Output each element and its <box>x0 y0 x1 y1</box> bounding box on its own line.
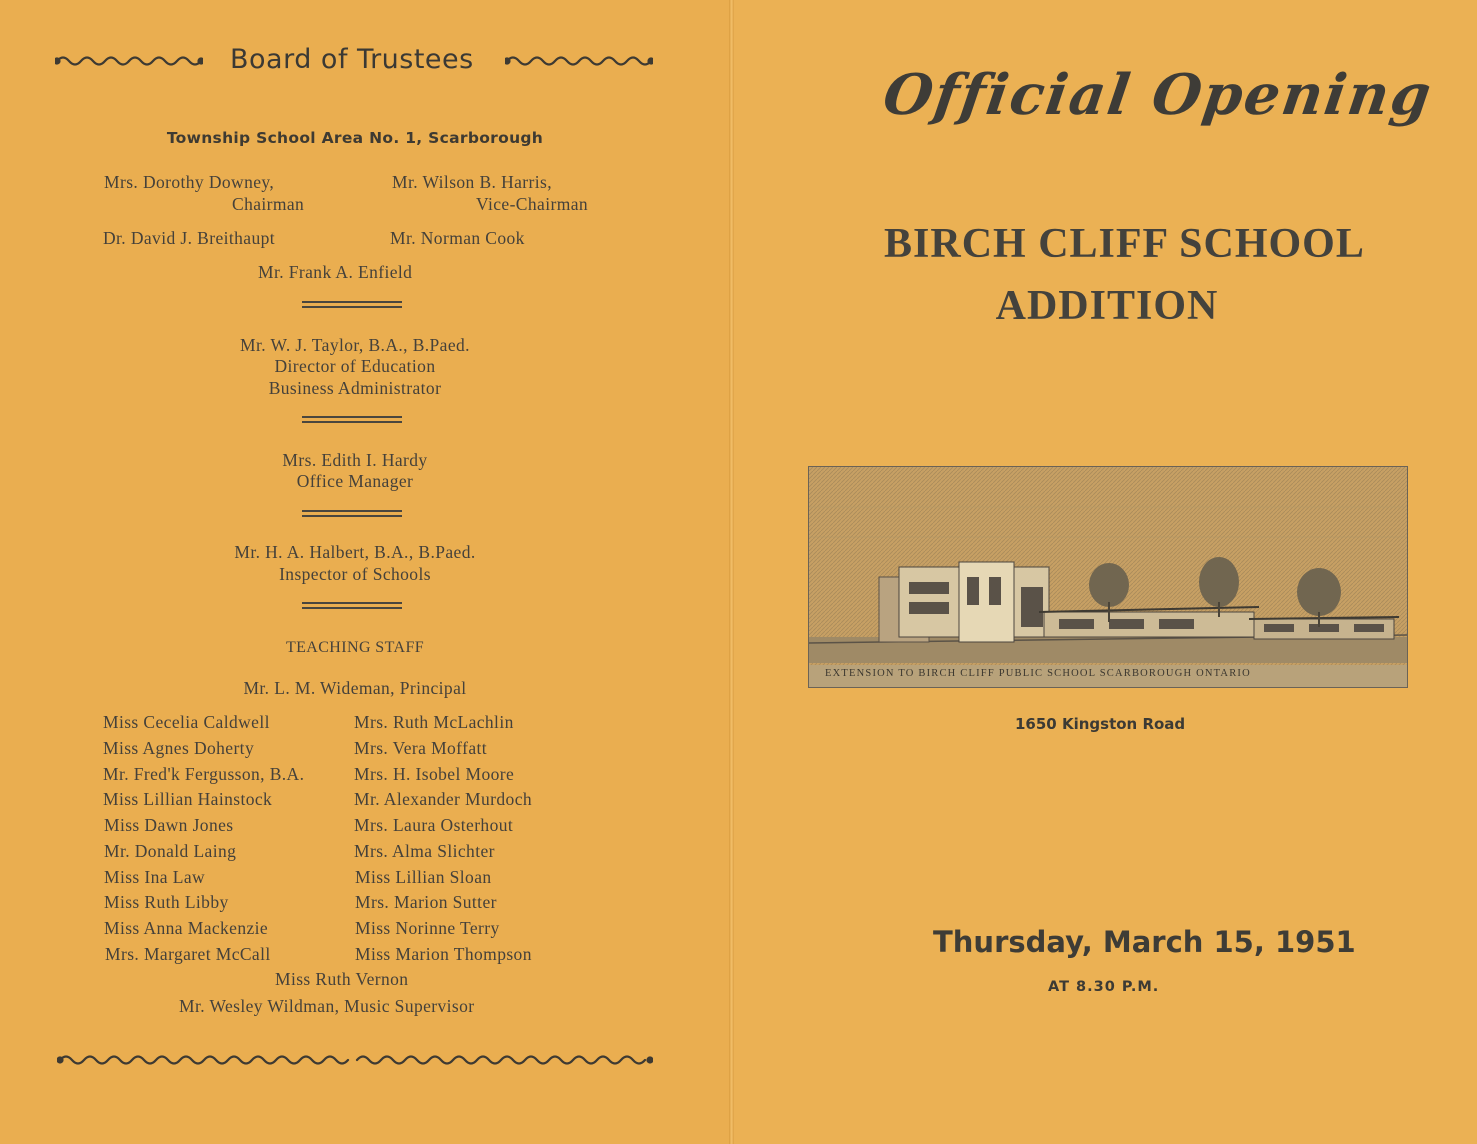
staff-member: Miss Norinne Terry <box>355 918 500 938</box>
staff-member: Mr. Alexander Murdoch <box>354 789 533 809</box>
divider-rule <box>302 602 402 610</box>
staff-member: Mrs. H. Isobel Moore <box>354 764 515 784</box>
staff-member: Miss Cecelia Caldwell <box>103 712 270 732</box>
staff-member: Miss Marion Thompson <box>355 944 532 964</box>
music-supervisor: Mr. Wesley Wildman, Music Supervisor <box>179 996 475 1016</box>
staff-member: Miss Anna Mackenzie <box>104 918 269 938</box>
trustee-enfield: Mr. Frank A. Enfield <box>258 262 413 282</box>
trustee-harris-role: Vice-Chairman <box>476 194 589 214</box>
address-caption: 1650 Kingston Road <box>1015 715 1186 733</box>
school-building-illustration <box>808 466 1408 688</box>
director-role: Director of Education <box>274 356 436 376</box>
event-date: Thursday, March 15, 1951 <box>933 925 1356 959</box>
trustee-downey-role: Chairman <box>232 194 305 214</box>
scroll-ornament-right <box>505 53 653 69</box>
director-name: Mr. W. J. Taylor, B.A., B.Paed. <box>240 335 470 355</box>
board-title: Board of Trustees <box>230 44 474 75</box>
staff-member: Miss Ruth Libby <box>104 892 229 912</box>
principal-line: Mr. L. M. Wideman, Principal <box>243 678 467 698</box>
staff-member: Miss Lillian Sloan <box>355 867 492 887</box>
trustee-cook: Mr. Norman Cook <box>390 228 525 248</box>
staff-member: Miss Ruth Vernon <box>275 969 409 989</box>
staff-member: Miss Agnes Doherty <box>103 738 255 758</box>
trustee-downey: Mrs. Dorothy Downey, <box>104 172 275 192</box>
scroll-ornament-left <box>55 53 203 69</box>
administrator-role: Business Administrator <box>268 378 442 398</box>
staff-member: Miss Lillian Hainstock <box>103 789 273 809</box>
illustration-caption: EXTENSION TO BIRCH CLIFF PUBLIC SCHOOL SCARBOROUGH ONTARIO <box>825 668 1251 679</box>
staff-member: Miss Ina Law <box>104 867 206 887</box>
trustee-harris: Mr. Wilson B. Harris, <box>392 172 553 192</box>
inspector-name: Mr. H. A. Halbert, B.A., B.Paed. <box>234 542 476 562</box>
inspector-role: Inspector of Schools <box>279 564 431 584</box>
official-opening-heading: Official Opening <box>879 62 1437 128</box>
office-manager-name: Mrs. Edith I. Hardy <box>282 450 428 470</box>
school-area-line: Township School Area No. 1, Scarborough <box>166 129 544 147</box>
center-fold <box>729 0 734 1144</box>
teaching-staff-heading: TEACHING STAFF <box>285 639 425 656</box>
staff-member: Mrs. Margaret McCall <box>105 944 271 964</box>
trustee-breithaupt: Dr. David J. Breithaupt <box>103 228 276 248</box>
staff-member: Mrs. Laura Osterhout <box>354 815 514 835</box>
staff-member: Mrs. Vera Moffatt <box>354 738 488 758</box>
school-name-line1: BIRCH CLIFF SCHOOL <box>884 221 1365 267</box>
staff-member: Miss Dawn Jones <box>104 815 234 835</box>
scroll-ornament-bottom <box>57 1051 653 1069</box>
divider-rule <box>302 301 402 309</box>
divider-rule <box>302 510 402 518</box>
staff-member: Mr. Fred'k Fergusson, B.A. <box>103 764 305 784</box>
staff-member: Mrs. Alma Slichter <box>354 841 495 861</box>
event-time: AT 8.30 P.M. <box>1048 979 1160 995</box>
divider-rule <box>302 416 402 424</box>
staff-member: Mr. Donald Laing <box>104 841 237 861</box>
school-name-line2: ADDITION <box>995 283 1219 329</box>
office-manager-role: Office Manager <box>296 471 414 491</box>
staff-member: Mrs. Ruth McLachlin <box>354 712 514 732</box>
staff-member: Mrs. Marion Sutter <box>355 892 497 912</box>
